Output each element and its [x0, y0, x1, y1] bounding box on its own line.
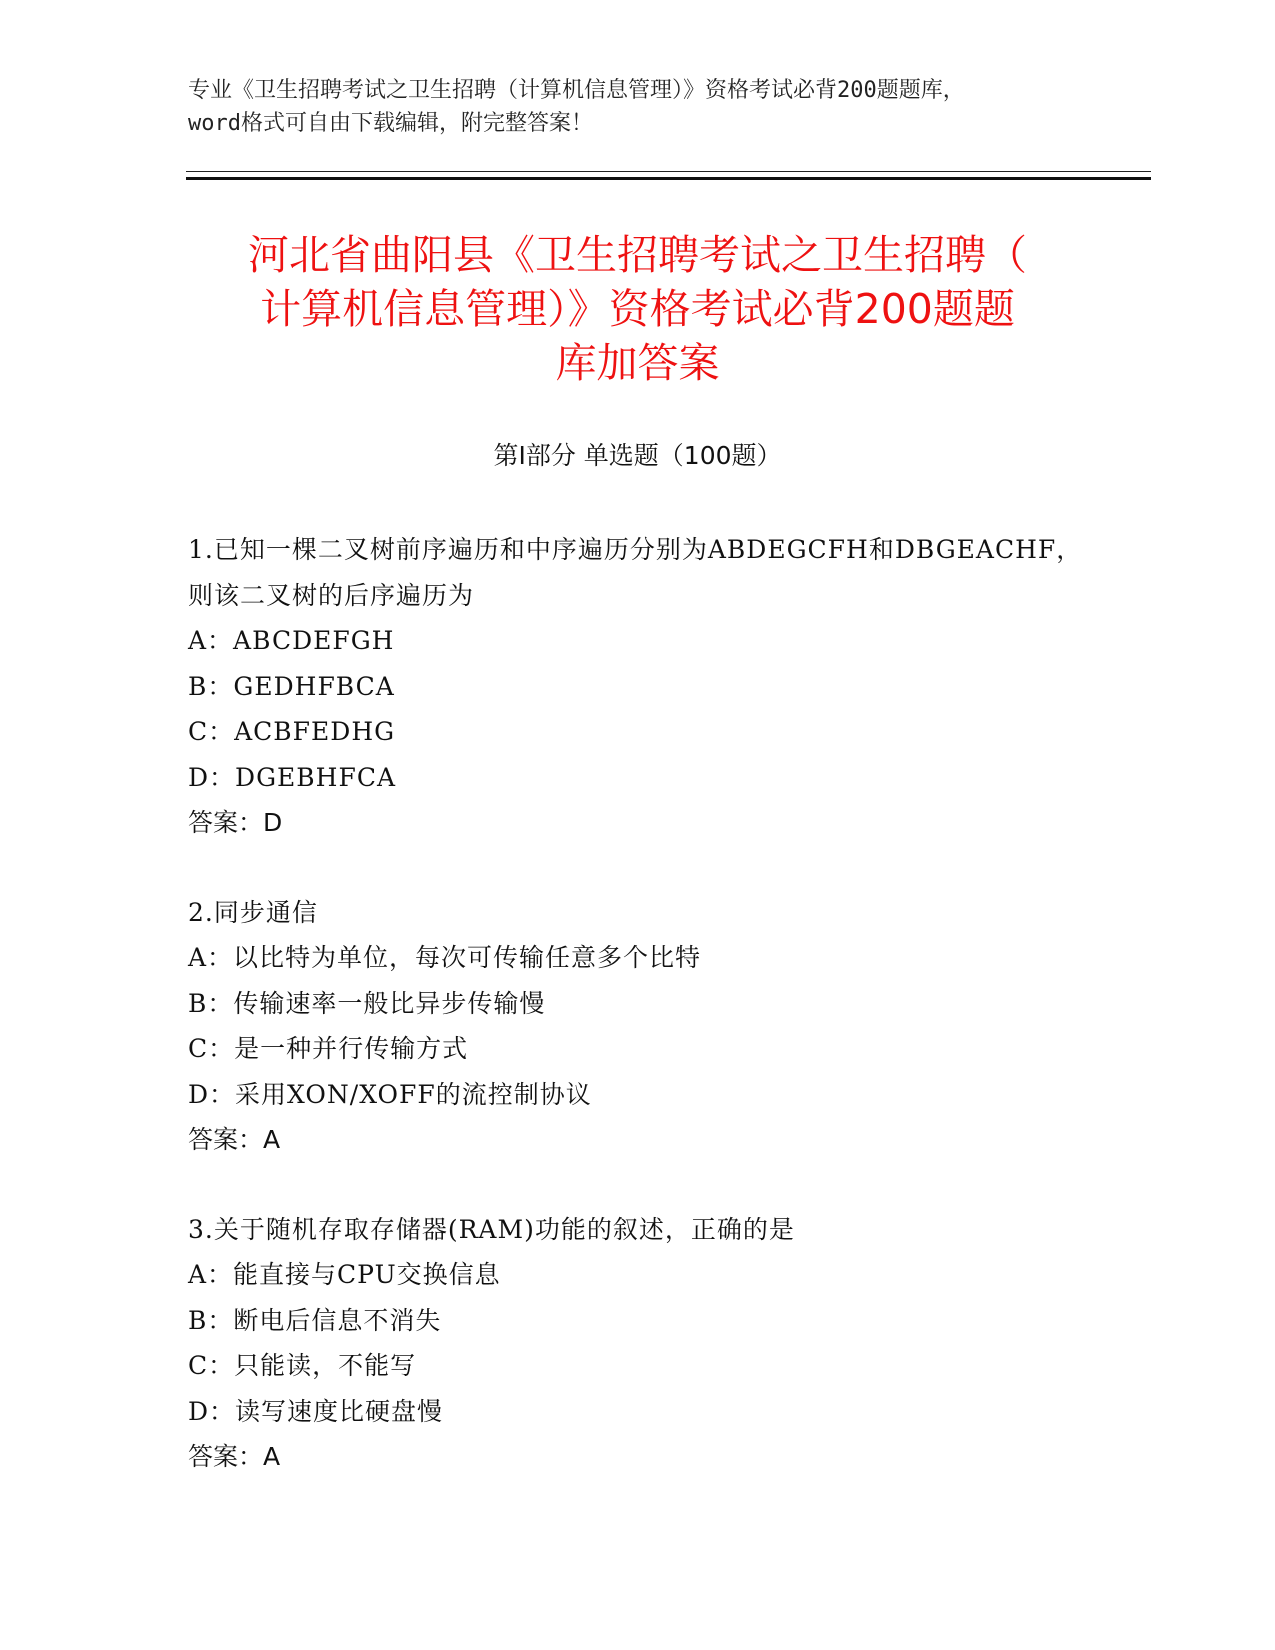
option-b: B：传输速率一般比异步传输慢 — [188, 988, 546, 1018]
option-a: A：能直接与CPU交换信息 — [188, 1260, 501, 1289]
option-d: D：读写速度比硬盘慢 — [188, 1396, 444, 1426]
header-note-line-2: word格式可自由下载编辑，附完整答案！ — [188, 111, 593, 136]
header-note — [188, 74, 1088, 140]
question-3 — [188, 1207, 1088, 1480]
header-note-line-1: 专业《卫生招聘考试之卫生招聘（计算机信息管理）》资格考试必背200题题库， — [188, 78, 965, 103]
question-1 — [188, 527, 1088, 846]
answer: 答案：A — [188, 1125, 281, 1154]
answer: 答案：D — [188, 808, 283, 837]
option-c: C：ACBFEDHG — [188, 717, 396, 746]
option-a: A：ABCDEFGH — [188, 626, 395, 655]
answer: 答案：A — [188, 1442, 281, 1471]
question-text: 3.关于随机存取存储器(RAM)功能的叙述，正确的是 — [188, 1214, 795, 1244]
header-rule-thin — [186, 171, 1151, 172]
title-line-1: 河北省曲阳县《卫生招聘考试之卫生招聘（ — [248, 231, 1027, 279]
header-rule-thick — [186, 177, 1151, 180]
question-2 — [188, 890, 1088, 1163]
document-title — [180, 228, 1095, 390]
title-line-2: 计算机信息管理）》资格考试必背200题题 — [260, 285, 1015, 333]
option-c: C：是一种并行传输方式 — [188, 1034, 469, 1063]
option-d: D：采用XON/XOFF的流控制协议 — [188, 1079, 592, 1109]
question-text-continued: 则该二叉树的后序遍历为 — [188, 580, 475, 610]
question-list — [188, 527, 1088, 1524]
question-text: 1.已知一棵二叉树前序遍历和中序遍历分别为ABDEGCFH和DBGEACHF， — [188, 535, 1083, 564]
option-c: C：只能读，不能写 — [188, 1351, 417, 1380]
title-line-3: 库加答案 — [555, 339, 720, 387]
option-b: B：GEDHFBCA — [188, 671, 395, 701]
option-b: B：断电后信息不消失 — [188, 1305, 442, 1335]
option-d: D：DGEBHFCA — [188, 762, 397, 792]
option-a: A：以比特为单位，每次可传输任意多个比特 — [188, 943, 702, 972]
question-text: 2.同步通信 — [188, 897, 318, 927]
section-heading: 第I部分 单选题（100题） — [493, 441, 782, 470]
